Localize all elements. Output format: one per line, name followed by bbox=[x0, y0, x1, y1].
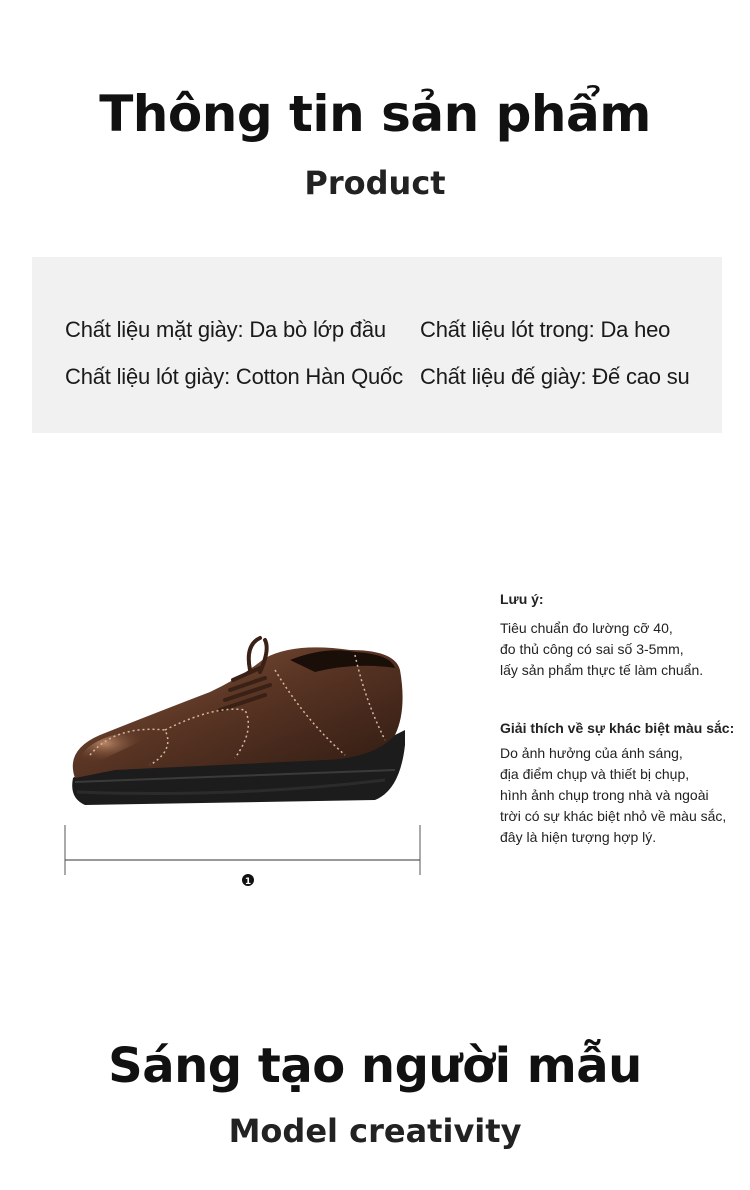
color-note-line: hình ảnh chụp trong nhà và ngoài bbox=[500, 787, 709, 803]
brogue-shoe-illustration bbox=[55, 630, 425, 890]
color-note-text bbox=[500, 743, 726, 848]
shoe-image bbox=[55, 630, 425, 890]
section-subtitle: Product bbox=[304, 164, 446, 202]
spec-value: Cotton Hàn Quốc bbox=[235, 364, 403, 389]
spec-label: Chất liệu mặt giày : bbox=[65, 317, 249, 342]
color-note-line: địa điểm chụp và thiết bị chụp, bbox=[500, 766, 690, 782]
color-note-heading: Giải thích về sự khác biệt màu sắc: bbox=[500, 720, 735, 736]
spec-lining-material bbox=[420, 317, 670, 343]
spec-value: Da heo bbox=[600, 317, 671, 342]
note-line: lấy sản phẩm thực tế làm chuẩn. bbox=[500, 662, 704, 678]
spec-value: Da bò lớp đầu bbox=[249, 317, 386, 342]
spec-value: Đế cao su bbox=[592, 364, 690, 389]
note-heading: Lưu ý: bbox=[500, 591, 544, 607]
spec-label: Chất liệu lót giày : bbox=[65, 364, 236, 389]
note-text bbox=[500, 618, 703, 681]
color-note-line: đây là hiện tượng hợp lý. bbox=[500, 829, 657, 845]
spec-label: Chất liệu lót trong : bbox=[420, 317, 600, 342]
spec-panel bbox=[32, 257, 722, 433]
note-line: đo thủ công có sai số 3-5mm, bbox=[500, 641, 684, 657]
spec-sole-material bbox=[420, 364, 690, 390]
color-note-line: trời có sự khác biệt nhỏ về màu sắc, bbox=[500, 808, 727, 824]
spec-upper-material bbox=[65, 317, 386, 343]
note-line: Tiêu chuẩn đo lường cỡ 40, bbox=[500, 620, 673, 636]
measure-marker: 1 bbox=[244, 877, 252, 887]
spec-insole-material bbox=[65, 364, 403, 390]
model-section-title: Sáng tạo người mẫu bbox=[108, 1038, 642, 1094]
color-note-line: Do ảnh hưởng của ánh sáng, bbox=[500, 745, 683, 761]
section-title: Thông tin sản phẩm bbox=[99, 85, 651, 143]
model-section-subtitle: Model creativity bbox=[228, 1112, 522, 1150]
spec-label: Chất liệu đế giày : bbox=[420, 364, 592, 389]
